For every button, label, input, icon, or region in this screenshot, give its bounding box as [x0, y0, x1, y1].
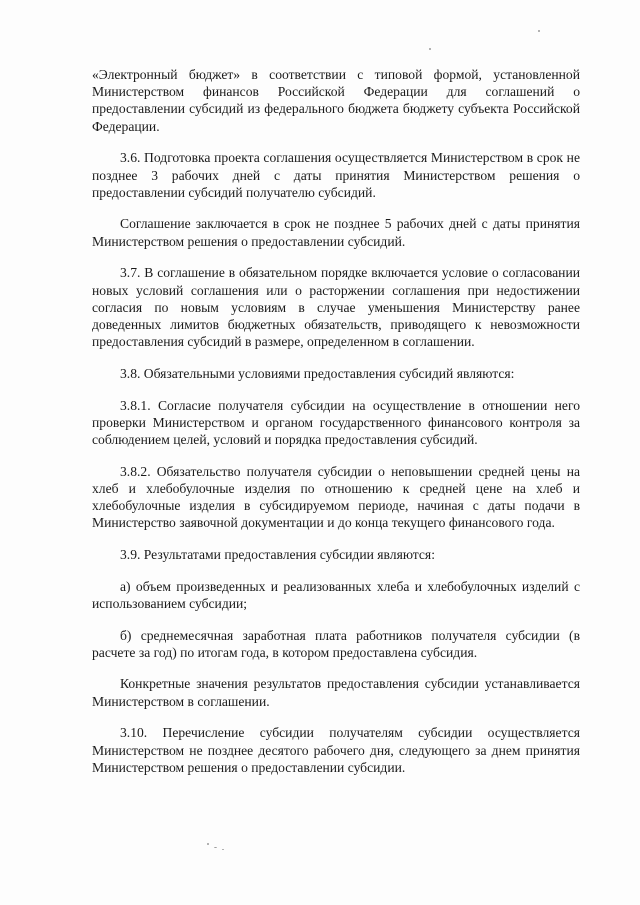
paragraph-3-9-b: б) среднемесячная заработная плата работников получателя субсидии (в расчете за год) по итогам года, в котором предоставлена субсидия.: [92, 627, 580, 660]
scan-speck: [214, 847, 217, 848]
document-body: [92, 66, 580, 791]
paragraph-3-10: 3.10. Перечисление субсидии получателям субсидии осуществляется Министерством не позднее десятого рабочего дня, следующего за днем принятия Министерством решения о предоставлении субсидии.: [92, 725, 580, 775]
scan-speck: [207, 843, 209, 845]
paragraph-3-8-2: 3.8.2. Обязательство получателя субсидии о неповышении средней цены на хлеб и хлебобулочные изделия по отношению к средней цене на хлеб и хлебобулочные изделия в субсидируемом периоде, начиная с даты подачи в Министерство заявочной документации и до конца текущего финансового года.: [92, 463, 580, 531]
paragraph-3-9-a: а) объем произведенных и реализованных хлеба и хлебобулочных изделий с использованием субсидии;: [92, 578, 580, 611]
paragraph-agreement-term: Соглашение заключается в срок не позднее 5 рабочих дней с даты принятия Министерством решения о предоставлении субсидий.: [92, 216, 580, 249]
scan-speck: [429, 48, 431, 50]
paragraph-continuation: «Электронный бюджет» в соответствии с типовой формой, установленной Министерством финансов Российской Федерации для соглашений о предоставлении субсидий из федерального бюджета бюджету субъекта Российской Федерации.: [92, 67, 580, 134]
paragraph-3-7: 3.7. В соглашение в обязательном порядке включается условие о согласовании новых условий соглашения или о расторжении соглашения при недостижении согласия по новым условиям в случае уменьшения Министерству ранее доведенных лимитов бюджетных обязательств, приводящего к невозможности предоставления субсидий в размере, определенном в соглашении.: [92, 265, 580, 350]
scan-speck: [222, 849, 224, 850]
paragraph-3-9: 3.9. Результатами предоставления субсидии являются:: [120, 546, 435, 562]
paragraph-3-8: 3.8. Обязательными условиями предоставления субсидий являются:: [120, 365, 515, 381]
scan-speck: [538, 30, 540, 32]
paragraph-3-6: 3.6. Подготовка проекта соглашения осуществляется Министерством в срок не позднее 3 рабочих дней с даты принятия Министерством решения о предоставлении субсидий получателю субсидий.: [92, 150, 580, 200]
paragraph-3-8-1: 3.8.1. Согласие получателя субсидии на осуществление в отношении него проверки Министерством и органом государственного финансового контроля за соблюдением целей, условий и порядка предоставления субсидий.: [92, 397, 580, 447]
paragraph-specific-values: Конкретные значения результатов предоставления субсидии устанавливается Министерством в соглашении.: [92, 676, 580, 709]
